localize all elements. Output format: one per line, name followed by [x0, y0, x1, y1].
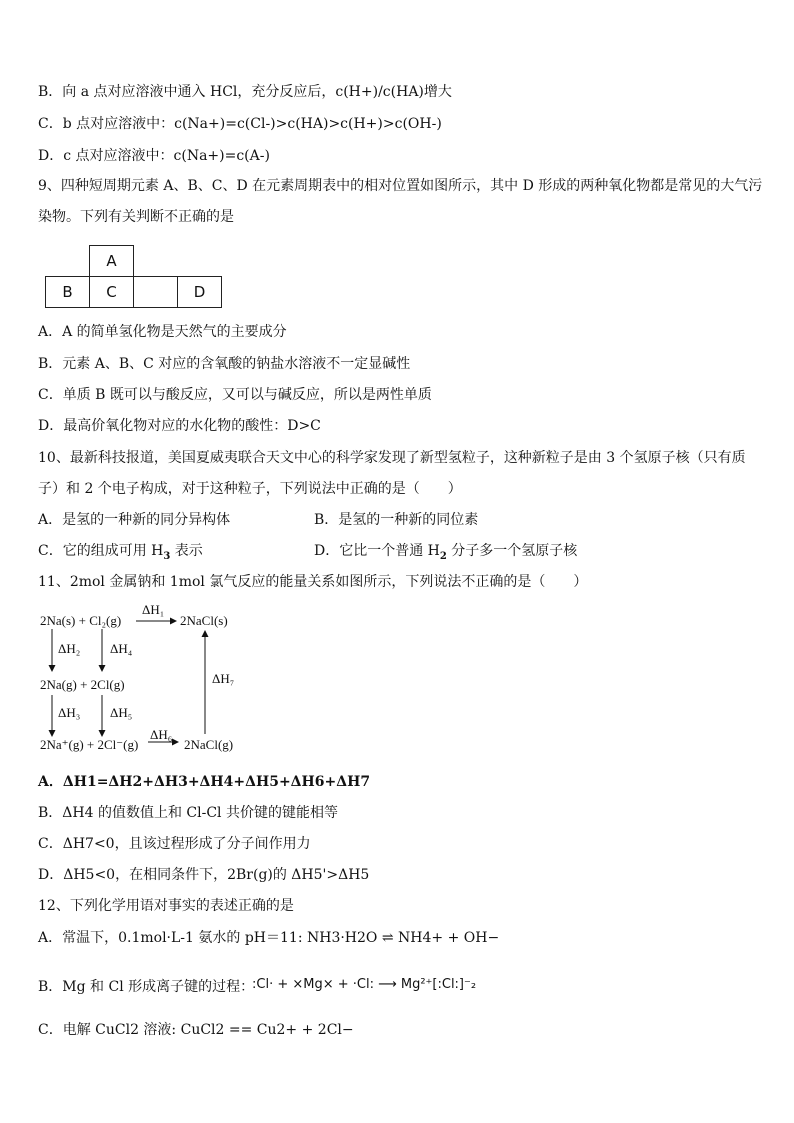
cell-empty	[134, 277, 178, 308]
q12-option-b: B．Mg 和 Cl 形成离子键的过程：	[38, 979, 255, 995]
q9-option-b: B．元素 A、B、C 对应的含氧酸的钠盐水溶液不一定显碱性	[38, 356, 411, 372]
q9-option-d: D．最高价氧化物对应的水化物的酸性：D>C	[38, 418, 321, 434]
cycle-bottom-right: 2NaCl(g)	[184, 737, 234, 752]
periodic-table-fragment	[45, 245, 222, 308]
ionic-bond-formation-formula: :Cl· + ×Mg× + ·Cl: ⟶ Mg²⁺[:Cl:]⁻₂	[252, 977, 477, 992]
q11-option-a: A．ΔH1=ΔH2+ΔH3+ΔH4+ΔH5+ΔH6+ΔH7	[38, 774, 371, 790]
cell-d: D	[178, 277, 222, 308]
option-d-prev: D．c 点对应溶液中：c(Na+)=c(A-)	[38, 148, 270, 164]
cycle-bottom-left: 2Na⁺(g) + 2Cl⁻(g)	[40, 737, 139, 752]
cell-a: A	[90, 246, 134, 277]
dh5-label: ΔH₅	[110, 705, 133, 720]
born-haber-cycle-diagram	[38, 603, 268, 755]
dh2-label: ΔH₂	[58, 641, 81, 656]
q9-option-a: A．A 的简单氢化物是天然气的主要成分	[38, 324, 287, 340]
dh3-label: ΔH₃	[58, 705, 81, 720]
dh7-label: ΔH₇	[212, 671, 235, 686]
q10-option-a: A．是氢的一种新的同分异构体	[38, 512, 231, 528]
q9-option-c: C．单质 B 既可以与酸反应，又可以与碱反应，所以是两性单质	[38, 387, 432, 403]
dh1-label: ΔH₁	[142, 602, 165, 617]
q11-option-c: C．ΔH7<0，且该过程形成了分子间作用力	[38, 836, 311, 852]
option-c-prev: C．b 点对应溶液中：c(Na+)=c(Cl-)>c(HA)>c(H+)>c(OH-)	[38, 116, 442, 132]
q12-option-c: C．电解 CuCl2 溶液: CuCl2 == Cu2+ + 2Cl−	[38, 1022, 354, 1038]
q12-option-a: A．常温下，0.1mol·L-1 氨水的 pH＝11: NH3·H2O ⇌ NH4+ + OH−	[38, 930, 500, 946]
q9-stem: 9、四种短周期元素 A、B、C、D 在元素周期表中的相对位置如图所示，其中 D 形成的两种氧化物都是常见的大气污染物。下列有关判断不正确的是	[38, 178, 763, 225]
q10-option-c: C．它的组成可用 $H_3$ 表示	[38, 543, 203, 562]
dh6-label: ΔH₆	[150, 727, 173, 742]
cycle-top-right: 2NaCl(s)	[180, 613, 228, 628]
q12-stem: 12、下列化学用语对事实的表述正确的是	[38, 898, 294, 914]
dh4-label: ΔH₄	[110, 641, 133, 656]
q10-stem: 10、最新科技报道，美国夏威夷联合天文中心的科学家发现了新型氢粒子，这种新粒子是由 3 个氢原子核（只有质子）和 2 个电子构成，对于这种粒子，下列说法中正确的是（ ）	[38, 450, 746, 497]
q10-option-d: D．它比一个普通 $H_2$ 分子多一个氢原子核	[314, 543, 578, 562]
q11-stem: 11、2mol 金属钠和 1mol 氯气反应的能量关系如图所示，下列说法不正确的是（ ）	[38, 574, 588, 590]
q10-option-b: B．是氢的一种新的同位素	[314, 512, 479, 528]
option-b-prev: B．向 a 点对应溶液中通入 HCl，充分反应后，c(H+)/c(HA)增大	[38, 84, 452, 100]
cycle-top-left: 2Na(s) + Cl₂(g)	[40, 613, 122, 628]
q11-option-b: B．ΔH4 的值数值上和 Cl-Cl 共价键的键能相等	[38, 805, 338, 821]
q11-option-d: D．ΔH5<0，在相同条件下，2Br(g)的 ΔH5'>ΔH5	[38, 867, 370, 883]
cell-c: C	[90, 277, 134, 308]
cell-b: B	[46, 277, 90, 308]
cycle-mid: 2Na(g) + 2Cl(g)	[40, 677, 125, 692]
